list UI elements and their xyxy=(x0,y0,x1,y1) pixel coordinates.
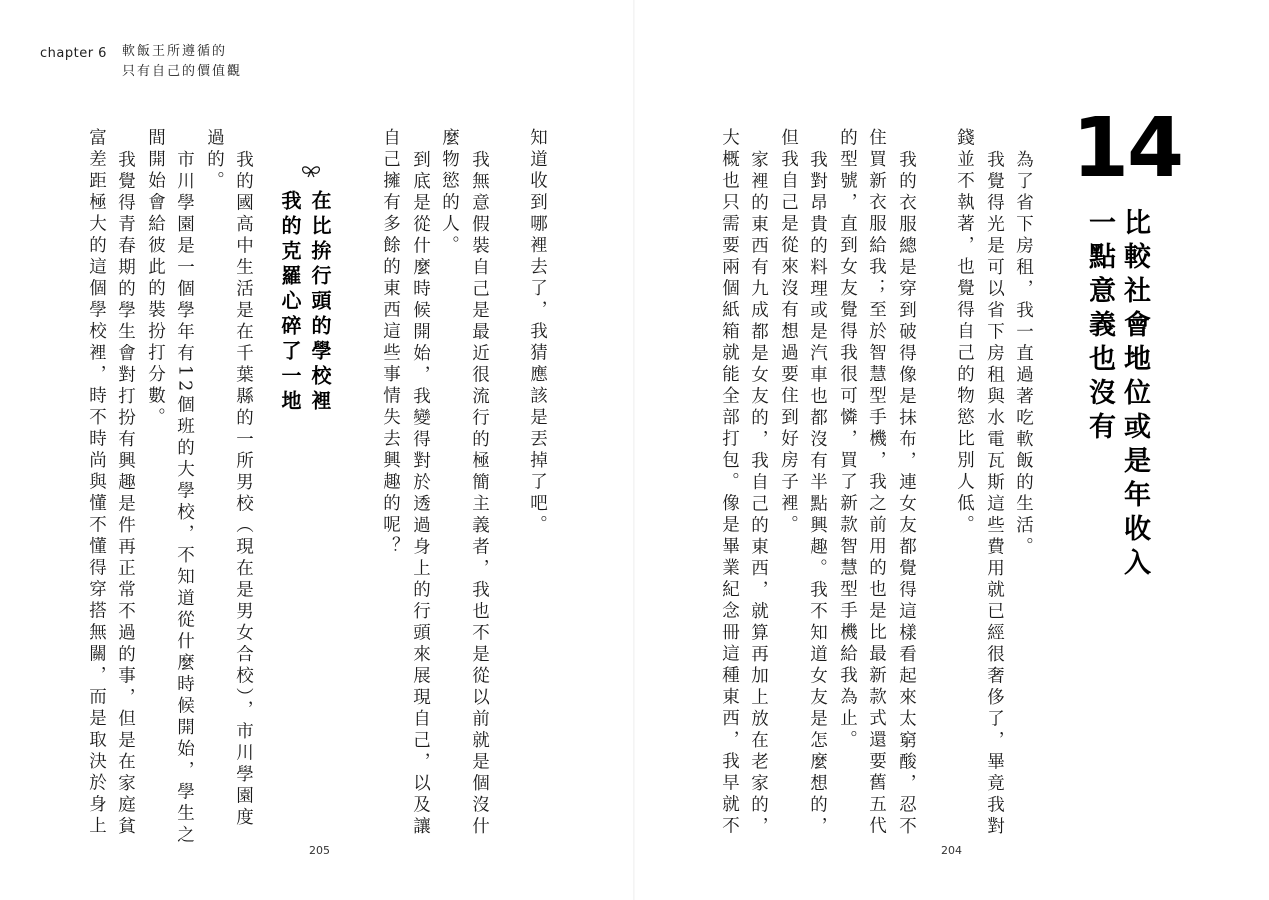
right-text-column-1: 為了省下房租，我一直過著吃軟飯的生活。 xyxy=(1013,150,1034,559)
right-text-column-2: 我覺得光是可以省下房租與水電瓦斯這些費用就已經很奢侈了，畢竟我對 xyxy=(984,150,1005,838)
left-text-column-1: 知道收到哪裡去了，我猜應該是丟掉了吧。 xyxy=(527,128,548,537)
running-title-line-1: 軟飯王所遵循的 xyxy=(122,44,228,59)
chapter-title-line-1: 比較社會地位或是年收入 xyxy=(1119,208,1150,582)
left-text-column-2: 我無意假裝自己是最近很流行的極簡主義者，我也不是從以前就是個沒什 xyxy=(469,150,490,838)
ribbon-ornament-icon xyxy=(300,164,322,178)
left-text-column-10: 我覺得青春期的學生會對打扮有興趣是件再正常不過的事，但是在家庭貧 xyxy=(115,150,136,838)
right-text-column-9: 家裡的東西有九成都是女友的，我自己的東西，就算再加上放在老家的， xyxy=(748,150,769,838)
right-text-column-6: 的型號，直到女友覺得我很可憐，買了新款智慧型手機給我為止。 xyxy=(837,128,858,752)
left-text-column-3: 麼物慾的人。 xyxy=(439,128,460,257)
right-page xyxy=(634,0,1269,900)
section-heading-line-2: 我的克羅心碎了一地 xyxy=(278,190,302,415)
chapter-title-line-2: 一點意義也沒有 xyxy=(1084,208,1115,446)
right-text-column-3: 錢並不執著，也覺得自己的物慾比別人低。 xyxy=(954,128,975,537)
left-page xyxy=(0,0,634,900)
right-text-column-7: 我對昂貴的料理或是汽車也都沒有半點興趣。我不知道女友是怎麼想的， xyxy=(807,150,828,838)
left-text-column-11: 富差距極大的這個學校裡，時不時尚與懂不懂得穿搭無關，而是取決於身上 xyxy=(86,128,107,838)
left-text-column-6: 我的國高中生活是在千葉縣的一所男校（現在是男女合校），市川學園度 xyxy=(233,150,254,830)
left-text-column-7: 過的。 xyxy=(204,128,225,193)
chapter-label: chapter 6 xyxy=(40,46,107,61)
left-text-column-5: 自己擁有多餘的東西這些事情失去興趣的呢？ xyxy=(380,128,401,558)
page-number-right: 204 xyxy=(941,844,962,857)
right-text-column-8: 但我自己是從來沒有想過要住到好房子裡。 xyxy=(778,128,799,537)
right-text-column-4: 我的衣服總是穿到破得像是抹布，連女友都覺得這樣看起來太窮酸，忍不 xyxy=(896,150,917,838)
right-text-column-10: 大概也只需要兩個紙箱就能全部打包。像是畢業紀念冊這種東西，我早就不 xyxy=(719,128,740,838)
right-text-column-5: 住買新衣服給我；至於智慧型手機，我之前用的也是比最新款式還要舊五代 xyxy=(866,128,887,838)
left-text-column-9: 間開始會給彼此的裝扮打分數。 xyxy=(145,128,166,429)
section-heading-line-1: 在比拚行頭的學校裡 xyxy=(308,190,332,415)
page-number-left: 205 xyxy=(309,844,330,857)
left-text-column-8: 市川學園是一個學年有12個班的大學校，不知道從什麼時候開始，學生之 xyxy=(174,150,195,847)
chapter-number: 14 xyxy=(1072,101,1183,196)
running-title-line-2: 只有自己的價值觀 xyxy=(122,64,243,79)
left-text-column-4: 到底是從什麼時候開始，我變得對於透過身上的行頭來展現自己，以及讓 xyxy=(410,150,431,838)
